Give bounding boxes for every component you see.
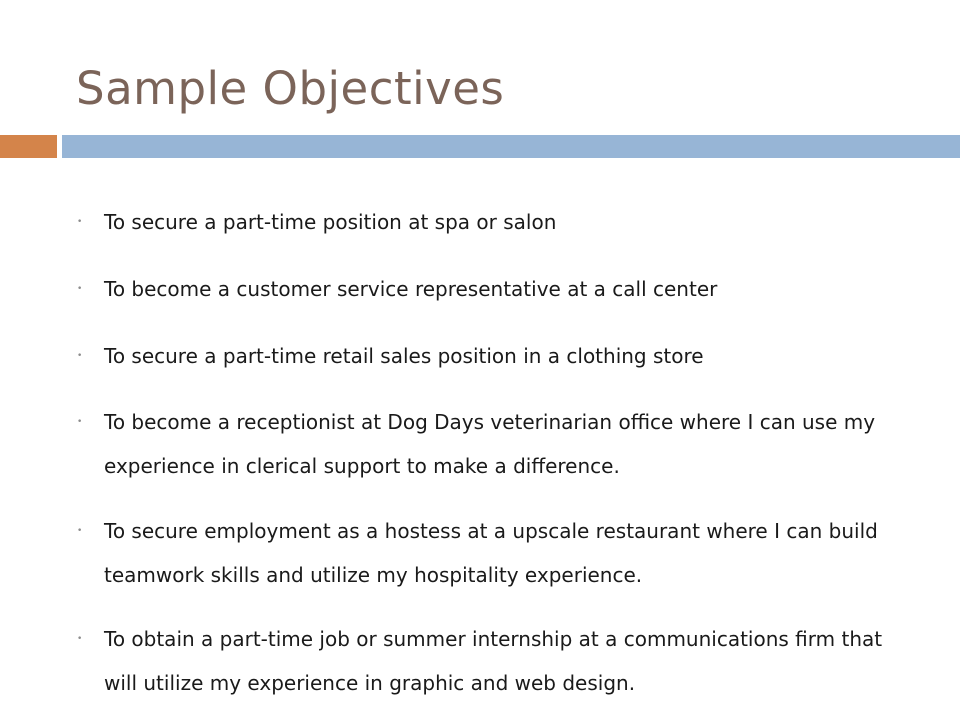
accent-bar-left — [0, 135, 57, 158]
objective-text: To obtain a part-time job or summer internship at a communications firm that will utilize my experience in graphic and web design. — [104, 627, 883, 695]
objective-item — [77, 617, 904, 705]
objective-item — [77, 400, 904, 488]
bullet-marker: • — [77, 634, 83, 644]
objective-item — [77, 334, 904, 378]
bullet-marker: • — [77, 526, 83, 536]
bullet-marker: • — [77, 351, 83, 361]
bullet-marker: • — [77, 284, 83, 294]
objective-item — [77, 200, 904, 244]
objective-text: To secure employment as a hostess at a upscale restaurant where I can build teamwork skills and utilize my hospitality experience. — [104, 519, 878, 587]
bullet-marker: • — [77, 417, 83, 427]
objective-text: To secure a part-time position at spa or salon — [104, 210, 557, 234]
objective-text: To become a receptionist at Dog Days veterinarian office where I can use my experience in clerical support to make a difference. — [104, 410, 876, 478]
bullet-marker: • — [77, 217, 83, 227]
accent-bar-right — [62, 135, 960, 158]
objective-item — [77, 267, 904, 311]
objective-item — [77, 509, 904, 597]
objective-text: To become a customer service representative at a call center — [104, 277, 718, 301]
objective-text: To secure a part-time retail sales position in a clothing store — [104, 344, 704, 368]
slide-title: Sample Objectives — [76, 62, 505, 115]
